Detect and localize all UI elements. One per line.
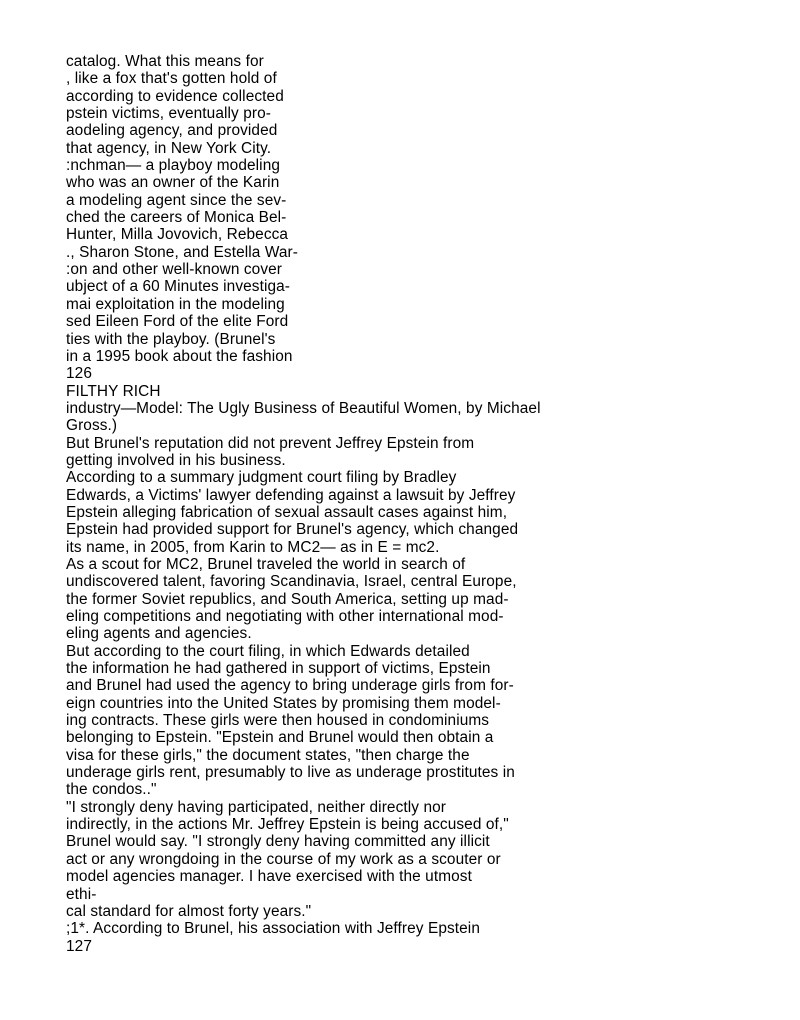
text-line: that agency, in New York City. <box>66 139 272 157</box>
text-line: mai exploitation in the modeling <box>66 295 285 313</box>
text-line: undiscovered talent, favoring Scandinavia, Israel, central Europe, <box>66 573 517 591</box>
text-line: Epstein alleging fabrication of sexual assault cases against him, <box>66 503 508 521</box>
text-line: indirectly, in the actions Mr. Jeffrey Epstein is being accused of," <box>66 816 509 834</box>
text-line: Brunel would say. "I strongly deny having committed any illicit <box>66 833 490 851</box>
text-line: According to a summary judgment court filing by Bradley <box>66 469 457 487</box>
text-line: ched the careers of Monica Bel- <box>66 209 287 227</box>
text-line: aodeling agency, and provided <box>66 122 278 140</box>
text-line: ;1*. According to Brunel, his association with Jeffrey Epstein <box>66 920 480 938</box>
text-line: :nchman— a playboy modeling <box>66 157 281 175</box>
text-line: cal standard for almost forty years." <box>66 902 312 920</box>
text-line: and Brunel had used the agency to bring underage girls from for- <box>66 677 514 695</box>
text-line: getting involved in his business. <box>66 451 286 469</box>
text-line: 126 <box>66 365 92 383</box>
text-line: eling agents and agencies. <box>66 625 252 643</box>
text-line: industry—Model: The Ugly Business of Beautiful Women, by Michael <box>66 399 541 417</box>
text-line: ing contracts. These girls were then housed in condominiums <box>66 712 490 730</box>
text-line: act or any wrongdoing in the course of my work as a scouter or <box>66 850 501 868</box>
text-line: the condos.." <box>66 781 157 799</box>
text-line: the information he had gathered in support of victims, Epstein <box>66 660 491 678</box>
text-line: its name, in 2005, from Karin to MC2— as in E = mc2. <box>66 538 440 556</box>
text-line: pstein victims, eventually pro- <box>66 105 271 123</box>
text-line: according to evidence collected <box>66 87 284 105</box>
text-line: Edwards, a Victims' lawyer defending against a lawsuit by Jeffrey <box>66 486 516 504</box>
text-line: model agencies manager. I have exercised with the utmost <box>66 868 472 886</box>
text-line: who was an owner of the Karin <box>66 174 280 192</box>
text-line: ethi- <box>66 885 97 903</box>
text-line: "I strongly deny having participated, neither directly nor <box>66 798 446 816</box>
text-line: But according to the court filing, in which Edwards detailed <box>66 642 470 660</box>
text-line: belonging to Epstein. "Epstein and Brunel would then obtain a <box>66 729 494 747</box>
text-line: eling competitions and negotiating with other international mod- <box>66 608 504 625</box>
text-line: ties with the playboy. (Brunel's <box>66 330 276 348</box>
text-line: underage girls rent, presumably to live as underage prostitutes in <box>66 764 515 782</box>
text-line: ., Sharon Stone, and Estella War- <box>66 243 298 261</box>
text-line: a modeling agent since the sev- <box>66 191 287 209</box>
text-line: Epstein had provided support for Brunel's agency, which changed <box>66 521 519 539</box>
text-line: But Brunel's reputation did not prevent Jeffrey Epstein from <box>66 434 475 452</box>
text-line: in a 1995 book about the fashion <box>66 347 293 365</box>
text-line: visa for these girls," the document states, "then charge the <box>66 746 470 764</box>
text-line: Gross.) <box>66 417 118 435</box>
text-line: :on and other well-known cover <box>66 261 283 279</box>
text-line: ubject of a 60 Minutes investiga- <box>66 278 291 296</box>
text-line: catalog. What this means for <box>66 53 264 70</box>
text-line: the former Soviet republics, and South America, setting up mad- <box>66 590 509 608</box>
text-line: sed Eileen Ford of the elite Ford <box>66 313 289 331</box>
text-line: As a scout for MC2, Brunel traveled the world in search of <box>66 555 466 573</box>
ocr-text-block <box>66 53 766 955</box>
text-line: eign countries into the United States by promising them model- <box>66 694 501 712</box>
text-line: , like a fox that's gotten hold of <box>66 70 277 88</box>
text-line: FILTHY RICH <box>66 382 161 400</box>
text-line: Hunter, Milla Jovovich, Rebecca <box>66 226 289 244</box>
text-line: 127 <box>66 937 92 955</box>
